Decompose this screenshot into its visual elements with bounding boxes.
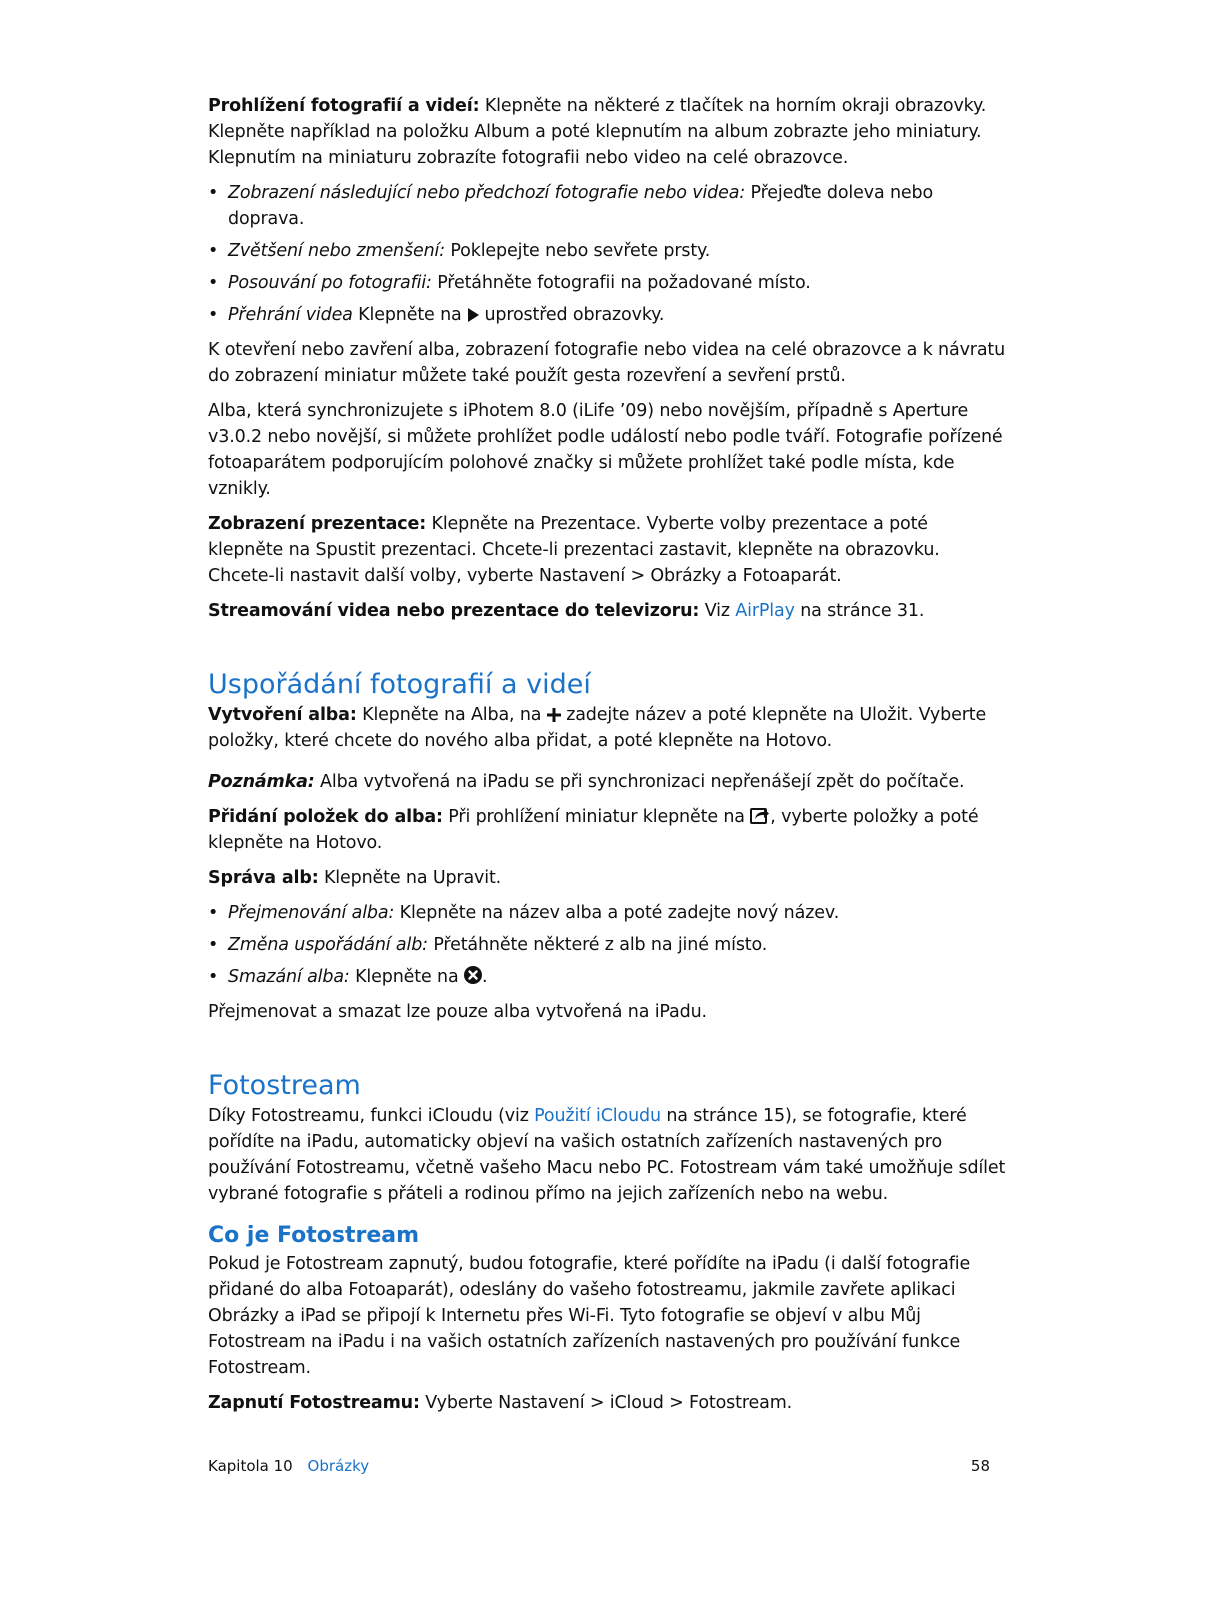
streaming-text-after: na stránce 31. xyxy=(794,601,925,621)
bullet-term: Zobrazení následující nebo předchozí fotografie nebo videa: xyxy=(228,183,746,203)
slideshow-text: Klepněte na Prezentace. Vyberte volby prezentace a poté klepněte na Spustit prezentaci. Chcete-li prezentaci zastavit, klepněte na obrazovku. Chcete-li nastavit další volby, vyberte Nastavení > Obrázky a Fotoaparát. xyxy=(208,514,940,586)
gestures-paragraph: K otevření nebo zavření alba, zobrazení fotografie nebo videa na celé obrazovce a k návratu do zobrazení miniatur můžete také použít gesta rozevření a sevření prstů. xyxy=(208,340,1006,386)
enable-text: Vyberte Nastavení > iCloud > Fotostream. xyxy=(419,1393,793,1413)
footer-chapter: Kapitola 10 xyxy=(208,1457,293,1475)
photostream-intro-text: Díky Fotostreamu, funkci iCloudu (viz xyxy=(208,1106,535,1126)
list-item xyxy=(208,932,1008,958)
list-item xyxy=(208,302,1008,328)
bullet-dot: • xyxy=(208,183,219,203)
icloud-link[interactable]: Použití iCloudu xyxy=(534,1106,661,1126)
bullet-dot: • xyxy=(208,935,219,955)
page-footer xyxy=(208,1456,990,1476)
bullet-text: Klepněte na xyxy=(352,305,468,325)
footer-chapter-link[interactable]: Obrázky xyxy=(307,1457,370,1475)
page-number: 58 xyxy=(970,1457,990,1475)
album-bullet-list xyxy=(208,900,1008,990)
bullet-text: Klepněte na xyxy=(349,967,464,987)
manage-lead: Správa alb: xyxy=(208,868,319,888)
bullet-text: Klepněte na název alba a poté zadejte nový název. xyxy=(394,903,840,923)
bullet-term: Posouvání po fotografii: xyxy=(228,273,432,293)
note-lead: Poznámka: xyxy=(208,772,315,792)
albums-paragraph: Alba, která synchronizujete s iPhotem 8.0 (iLife ’09) nebo novějším, případně s Aperture v3.0.2 nebo novější, si můžete prohlížet podle událostí nebo podle tváří. Fotografie pořízené fotoaparátem podporujícím polohové značky si můžete prohlížet také podle místa, kde vznikly. xyxy=(208,401,1003,499)
streaming-text: Viz xyxy=(699,601,736,621)
add-items-paragraph xyxy=(208,804,1008,856)
list-item xyxy=(208,270,1008,296)
list-item xyxy=(208,900,1008,926)
photostream-intro-paragraph xyxy=(208,1103,1008,1207)
play-icon xyxy=(467,308,479,322)
bullet-dot: • xyxy=(208,273,219,293)
create-text: Klepněte na Alba, na xyxy=(356,705,547,725)
share-icon xyxy=(750,806,770,824)
slideshow-paragraph xyxy=(208,511,1008,589)
add-text: Při prohlížení miniatur klepněte na xyxy=(442,807,751,827)
bullet-text: Poklepejte nebo sevřete prsty. xyxy=(444,241,711,261)
note-paragraph xyxy=(208,769,1008,795)
add-text-after: , vyberte položky a poté klepněte na Hotovo. xyxy=(208,807,979,853)
manage-text: Klepněte na Upravit. xyxy=(318,868,502,888)
airplay-link[interactable]: AirPlay xyxy=(735,601,795,621)
bullet-text: Přetáhněte některé z alb na jiné místo. xyxy=(427,935,768,955)
list-item xyxy=(208,238,1008,264)
slideshow-lead: Zobrazení prezentace: xyxy=(208,514,427,534)
bullet-text: . xyxy=(481,967,488,987)
create-text-after: zadejte název a poté klepněte na Uložit. Vyberte položky, které chcete do nového alba přidat, a poté klepněte na Hotovo. xyxy=(208,705,987,751)
section-heading-photostream: Fotostream xyxy=(208,1070,361,1101)
add-lead: Přidání položek do alba: xyxy=(208,807,443,827)
create-album-paragraph xyxy=(208,702,1008,754)
manage-albums-paragraph xyxy=(208,865,1008,891)
photostream-intro-text-after: na stránce 15), se fotografie, které pořídíte na iPadu, automaticky objeví na vašich ostatních zařízeních nastavených pro používání Fotostreamu, včetně vašeho Macu nebo PC. Fotostream vám také umožňuje sdílet vybrané fotografie s přáteli a rodinou přímo na jejich zařízeních nebo na webu. xyxy=(208,1106,1006,1204)
note-text: Alba vytvořená na iPadu se při synchronizaci nepřenášejí zpět do počítače. xyxy=(314,772,965,792)
delete-icon xyxy=(464,966,482,984)
bullet-term: Přejmenování alba: xyxy=(228,903,395,923)
bullet-text: Přejeďte doleva nebo doprava. xyxy=(228,183,934,229)
streaming-paragraph xyxy=(208,598,1008,624)
bullet-term: Zvětšení nebo zmenšení: xyxy=(228,241,445,261)
intro-lead: Prohlížení fotografií a videí: xyxy=(208,96,480,116)
section-heading-organize: Uspořádání fotografií a videí xyxy=(208,669,591,700)
enable-lead: Zapnutí Fotostreamu: xyxy=(208,1393,420,1413)
enable-photostream-paragraph xyxy=(208,1390,1008,1416)
page-content xyxy=(208,93,1008,1425)
bullet-dot: • xyxy=(208,967,219,987)
bullet-term: Smazání alba: xyxy=(228,967,350,987)
bullet-dot: • xyxy=(208,903,219,923)
bullet-dot: • xyxy=(208,305,219,325)
intro-paragraph xyxy=(208,93,1008,171)
photostream-paragraph: Pokud je Fotostream zapnutý, budou fotografie, které pořídíte na iPadu (i další fotografie přidané do alba Fotoaparát), odeslány do vašeho fotostreamu, jakmile zavřete aplikaci Obrázky a iPad se připojí k Internetu přes Wi-Fi. Tyto fotografie se objeví v albu Můj Fotostream na iPadu i na vašich ostatních zařízeních nastavených pro používání funkce Fotostream. xyxy=(208,1254,971,1378)
intro-text: Klepněte na některé z tlačítek na horním okraji obrazovky. Klepněte například na položku Album a poté klepnutím na album zobrazte jeho miniatury. Klepnutím na miniaturu zobrazíte fotografii nebo video na celé obrazovce. xyxy=(208,96,987,168)
list-item xyxy=(208,180,1008,232)
view-bullet-list xyxy=(208,180,1008,328)
bullet-term: Změna uspořádání alb: xyxy=(228,935,428,955)
closing-paragraph: Přejmenovat a smazat lze pouze alba vytvořená na iPadu. xyxy=(208,1002,707,1022)
streaming-lead: Streamování videa nebo prezentace do televizoru: xyxy=(208,601,700,621)
bullet-text: Přetáhněte fotografii na požadované místo. xyxy=(431,273,811,293)
subheading-what-is-photostream: Co je Fotostream xyxy=(208,1223,420,1248)
plus-icon xyxy=(547,708,561,722)
list-item xyxy=(208,964,1008,990)
bullet-text: uprostřed obrazovky. xyxy=(479,305,665,325)
create-lead: Vytvoření alba: xyxy=(208,705,357,725)
bullet-term: Přehrání videa xyxy=(228,305,353,325)
bullet-dot: • xyxy=(208,241,219,261)
